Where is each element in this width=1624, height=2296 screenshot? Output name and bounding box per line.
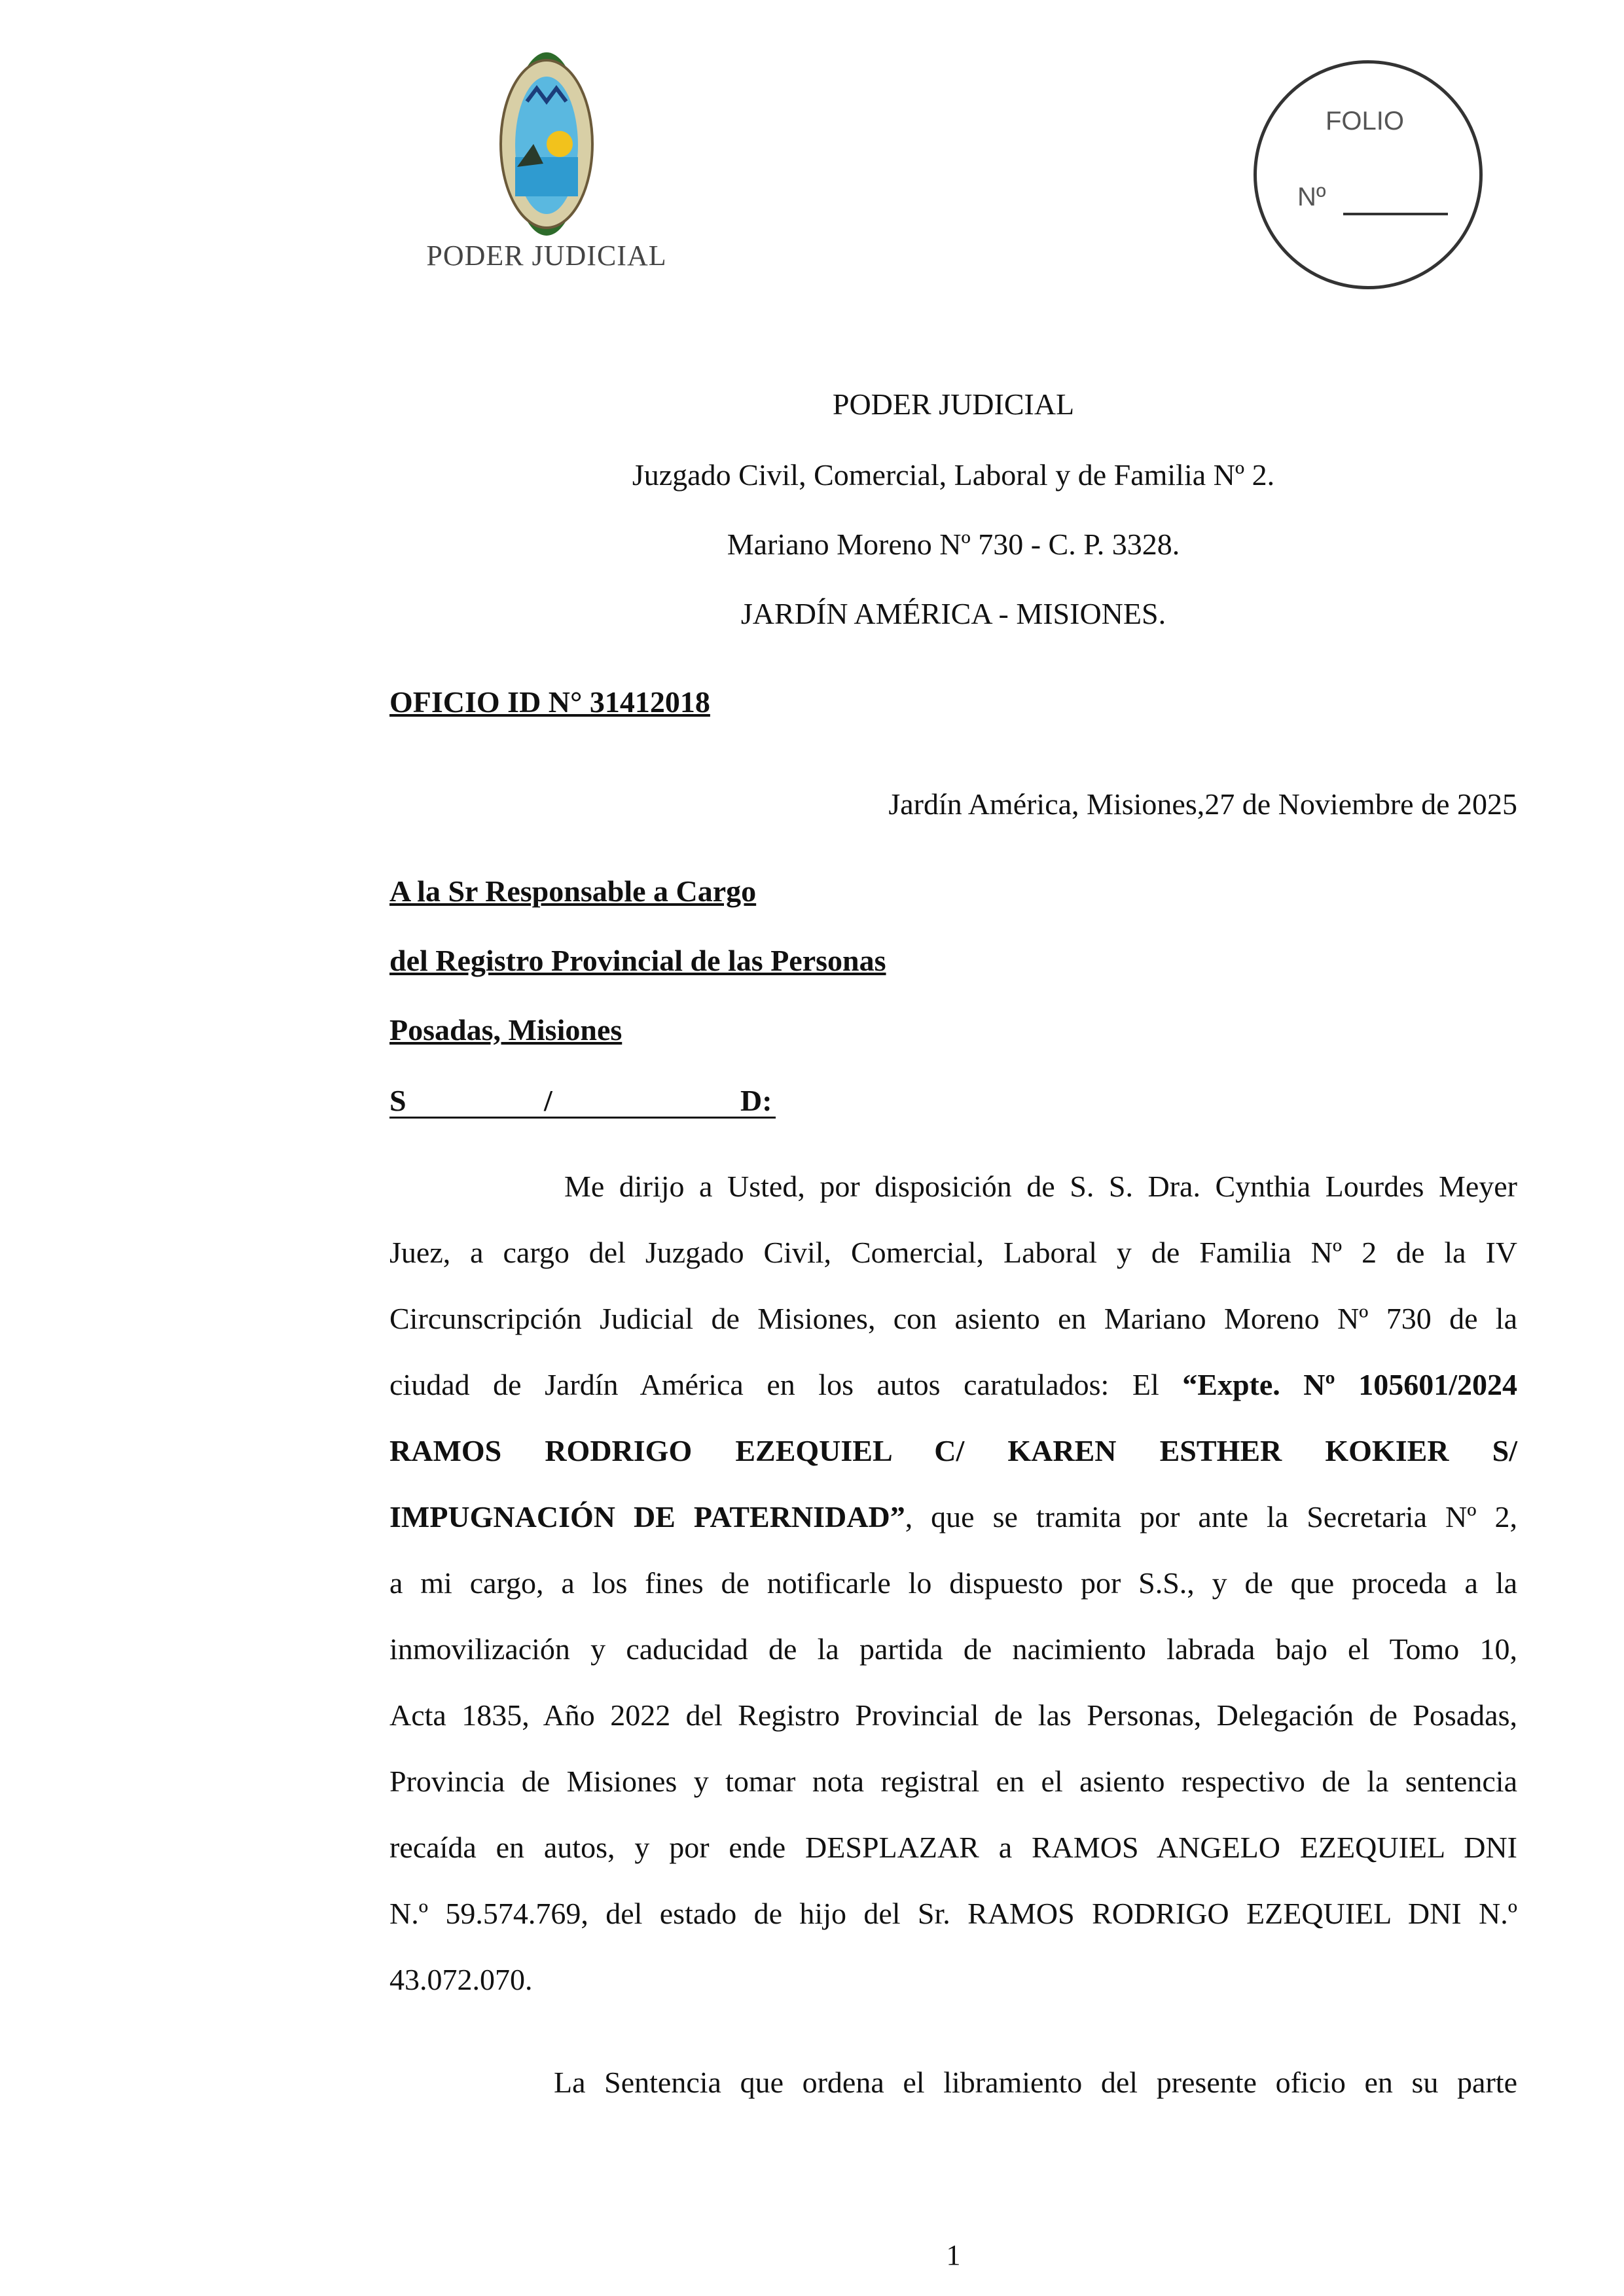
text: Circunscripción Judicial de Misiones, con asiento en Mariano Moreno Nº 730 de la — [389, 1302, 1517, 1335]
folio-stamp — [1254, 60, 1483, 289]
paragraph-line — [389, 2063, 1517, 2129]
paragraph-line — [389, 1299, 1517, 1365]
text: , que se tramita por ante la Secretaria Nº 2, — [905, 1500, 1517, 1534]
text: a mi cargo, a los fines de notificarle lo dispuesto por S.S., y de que proceda a la — [389, 1566, 1517, 1600]
text: Juez, a cargo del Juzgado Civil, Comercial, Laboral y de Familia Nº 2 de la IV — [389, 1236, 1517, 1269]
text: 43.072.070. — [389, 1963, 533, 1996]
poder-judicial-logo — [419, 52, 674, 281]
oficio-id: OFICIO ID N° 31412018 — [389, 685, 710, 719]
paragraph-line — [389, 1696, 1517, 1762]
text: Acta 1835, Año 2022 del Registro Provincial de las Personas, Delegación de Posadas, — [389, 1698, 1517, 1732]
bold-text: RAMOS RODRIGO EZEQUIEL C/ KAREN ESTHER KOKIER S/ — [389, 1434, 1517, 1467]
paragraph-line — [389, 1762, 1517, 1828]
salutation-sd — [389, 1081, 776, 1121]
body-paragraph-1 — [389, 1167, 1517, 2026]
paragraph-line — [389, 1630, 1517, 1696]
paragraph-line — [389, 1894, 1517, 1960]
sd-d: D: — [740, 1084, 772, 1117]
header-line-3: Mariano Moreno Nº 730 - C. P. 3328. — [727, 528, 1180, 561]
text: La Sentencia que ordena el libramiento del presente oficio en su parte — [554, 2066, 1517, 2099]
paragraph-line — [389, 1828, 1517, 1894]
header-line-4: JARDÍN AMÉRICA - MISIONES. — [740, 597, 1166, 630]
bold-text: IMPUGNACIÓN DE PATERNIDAD” — [389, 1500, 905, 1534]
text: N.º 59.574.769, del estado de hijo del Sr. RAMOS RODRIGO EZEQUIEL DNI N.º — [389, 1897, 1517, 1930]
paragraph-line — [389, 1960, 1517, 2026]
recipient-line-2: del Registro Provincial de las Personas — [389, 944, 886, 977]
paragraph-line — [389, 1564, 1517, 1630]
paragraph-line — [389, 1365, 1517, 1431]
text: inmovilización y caducidad de la partida de nacimiento labrada bajo el Tomo 10, — [389, 1632, 1517, 1666]
date-line: Jardín América, Misiones,27 de Noviembre de 2025 — [888, 787, 1517, 821]
body-paragraph-2 — [389, 2063, 1517, 2129]
sd-slash: / — [544, 1084, 552, 1117]
page-number: 1 — [946, 2239, 961, 2271]
paragraph-line — [389, 1431, 1517, 1498]
sd-s: S — [389, 1084, 406, 1117]
text: Me dirijo a Usted, por disposición de S. S. Dra. Cynthia Lourdes Meyer — [564, 1170, 1517, 1203]
text: Provincia de Misiones y tomar nota registral en el asiento respectivo de la sentencia — [389, 1765, 1517, 1798]
folio-label: FOLIO — [1326, 107, 1405, 135]
paragraph-line — [389, 1167, 1517, 1233]
folio-number-blank — [1343, 213, 1448, 215]
logo-text: PODER JUDICIAL — [426, 240, 667, 272]
text: recaída en autos, y por ende DESPLAZAR a RAMOS ANGELO EZEQUIEL DNI — [389, 1831, 1517, 1864]
folio-number-label: Nº — [1297, 183, 1326, 211]
recipient-line-3: Posadas, Misiones — [389, 1013, 623, 1047]
header-line-1: PODER JUDICIAL — [832, 387, 1075, 421]
paragraph-line — [389, 1498, 1517, 1564]
paragraph-line — [389, 1233, 1517, 1299]
bold-text: “Expte. Nº 105601/2024 — [1182, 1368, 1517, 1401]
text: ciudad de Jardín América en los autos caratulados: El — [389, 1368, 1183, 1401]
recipient-line-1: A la Sr Responsable a Cargo — [389, 874, 757, 908]
header-line-2: Juzgado Civil, Comercial, Laboral y de Familia Nº 2. — [632, 458, 1275, 492]
provincia-misiones-seal-icon — [419, 52, 674, 242]
